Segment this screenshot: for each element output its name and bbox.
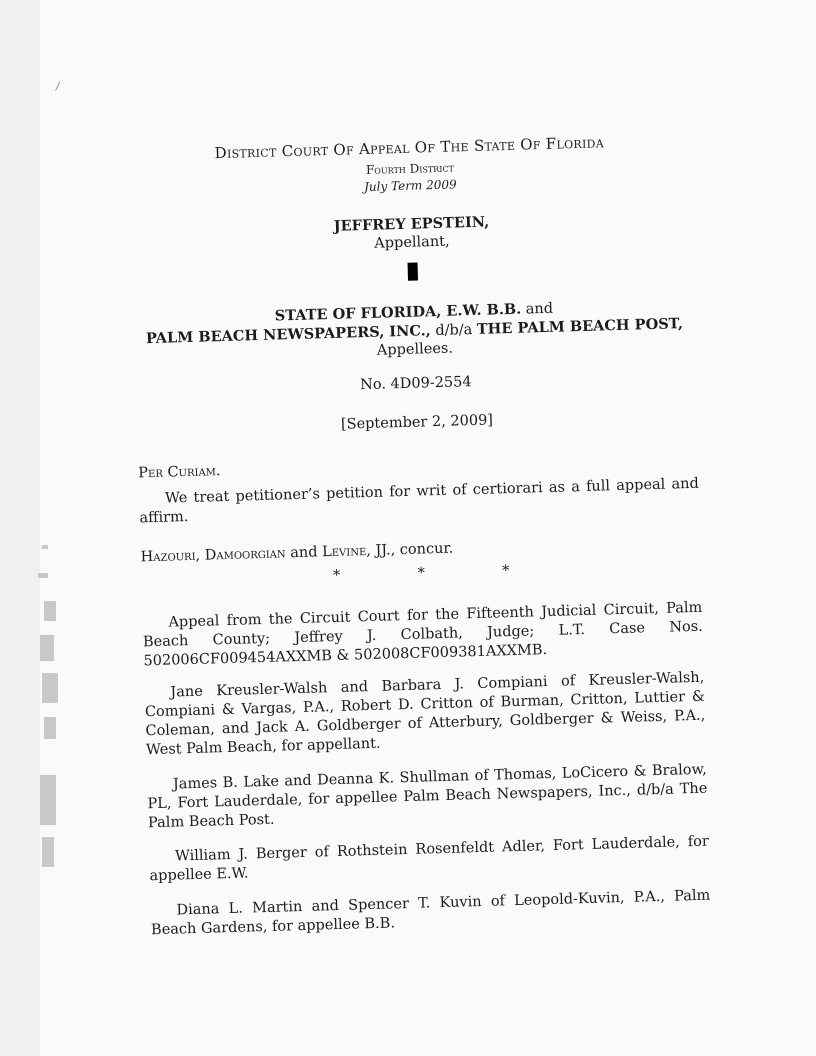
scan-specks — [36, 545, 60, 885]
counsel-appellant: Jane Kreusler-Walsh and Barbara J. Compiani of Kreusler-Walsh, Compiani & Vargas, P.A., Robert D. Critton of Burman, Critton, Luttier & Coleman, and Jack A. Goldberger of Atterbury, Goldberger & Weiss, P.A., West Palm Beach, for appellant. — [144, 669, 706, 759]
opinion-body: We treat petitioner’s petition for writ of certiorari as a full appeal and affirm. — [139, 475, 700, 527]
redaction-block — [408, 263, 418, 281]
divider-star: * — [332, 567, 341, 585]
judges-and: and — [285, 544, 323, 562]
divider-star: * — [417, 565, 426, 582]
appellees-names-2: PALM BEACH NEWSPAPERS, INC., — [145, 322, 431, 348]
judges-names: Hazouri, Damoorgian — [140, 545, 286, 566]
opinion-sheet — [129, 122, 752, 958]
counsel-appellee-bb: Diana L. Martin and Spencer T. Kuvin of Leopold-Kuvin, P.A., Palm Beach Gardens, for appellee B.B. — [150, 887, 711, 939]
redaction-block-wrap — [133, 255, 693, 290]
court-term: July Term 2009 — [363, 177, 457, 194]
appellees-names-3: THE PALM BEACH POST, — [476, 315, 684, 338]
decision-date: [September 2, 2009] — [340, 412, 494, 433]
judges-last: Levine — [321, 543, 367, 561]
counsel-appellee-post: James B. Lake and Deanna K. Shullman of Thomas, LoCicero & Bralow, PL, Fort Lauderdale, for appellee Palm Beach Newspapers, Inc., d/b/a The Palm Beach Post. — [147, 761, 708, 832]
case-number: No. 4D09-2554 — [359, 374, 472, 394]
appellant-name: JEFFREY EPSTEIN, — [333, 213, 490, 235]
appeal-info: Appeal from the Circuit Court for the Fifteenth Judicial Circuit, Palm Beach County; Jeffrey J. Colbath, Judge; L.T. Case Nos. 502006CF009454AXXMB & 502008CF009381AXXMB. — [142, 599, 704, 670]
appellees-role: Appellees. — [376, 340, 454, 359]
per-curiam: Per Curiam. — [138, 463, 221, 482]
scan-margin — [0, 0, 40, 1056]
appellees-dba: d/b/a — [430, 321, 478, 340]
judges-suffix: , JJ., concur. — [366, 540, 454, 560]
court-district: Fourth District — [365, 160, 455, 177]
appellees-names-1: STATE OF FLORIDA, E.W. B.B. — [274, 300, 522, 325]
counsel-appellee-ew: William J. Berger of Rothstein Rosenfeldt Adler, Fort Lauderdale, for appellee E.W. — [149, 833, 710, 885]
scan-mark — [55, 81, 64, 92]
court-title: District Court Of Appeal Of The State Of Florida — [214, 133, 605, 163]
divider-star: * — [501, 563, 510, 580]
appellees-and: and — [520, 300, 554, 318]
appellant-role: Appellant, — [374, 233, 450, 252]
